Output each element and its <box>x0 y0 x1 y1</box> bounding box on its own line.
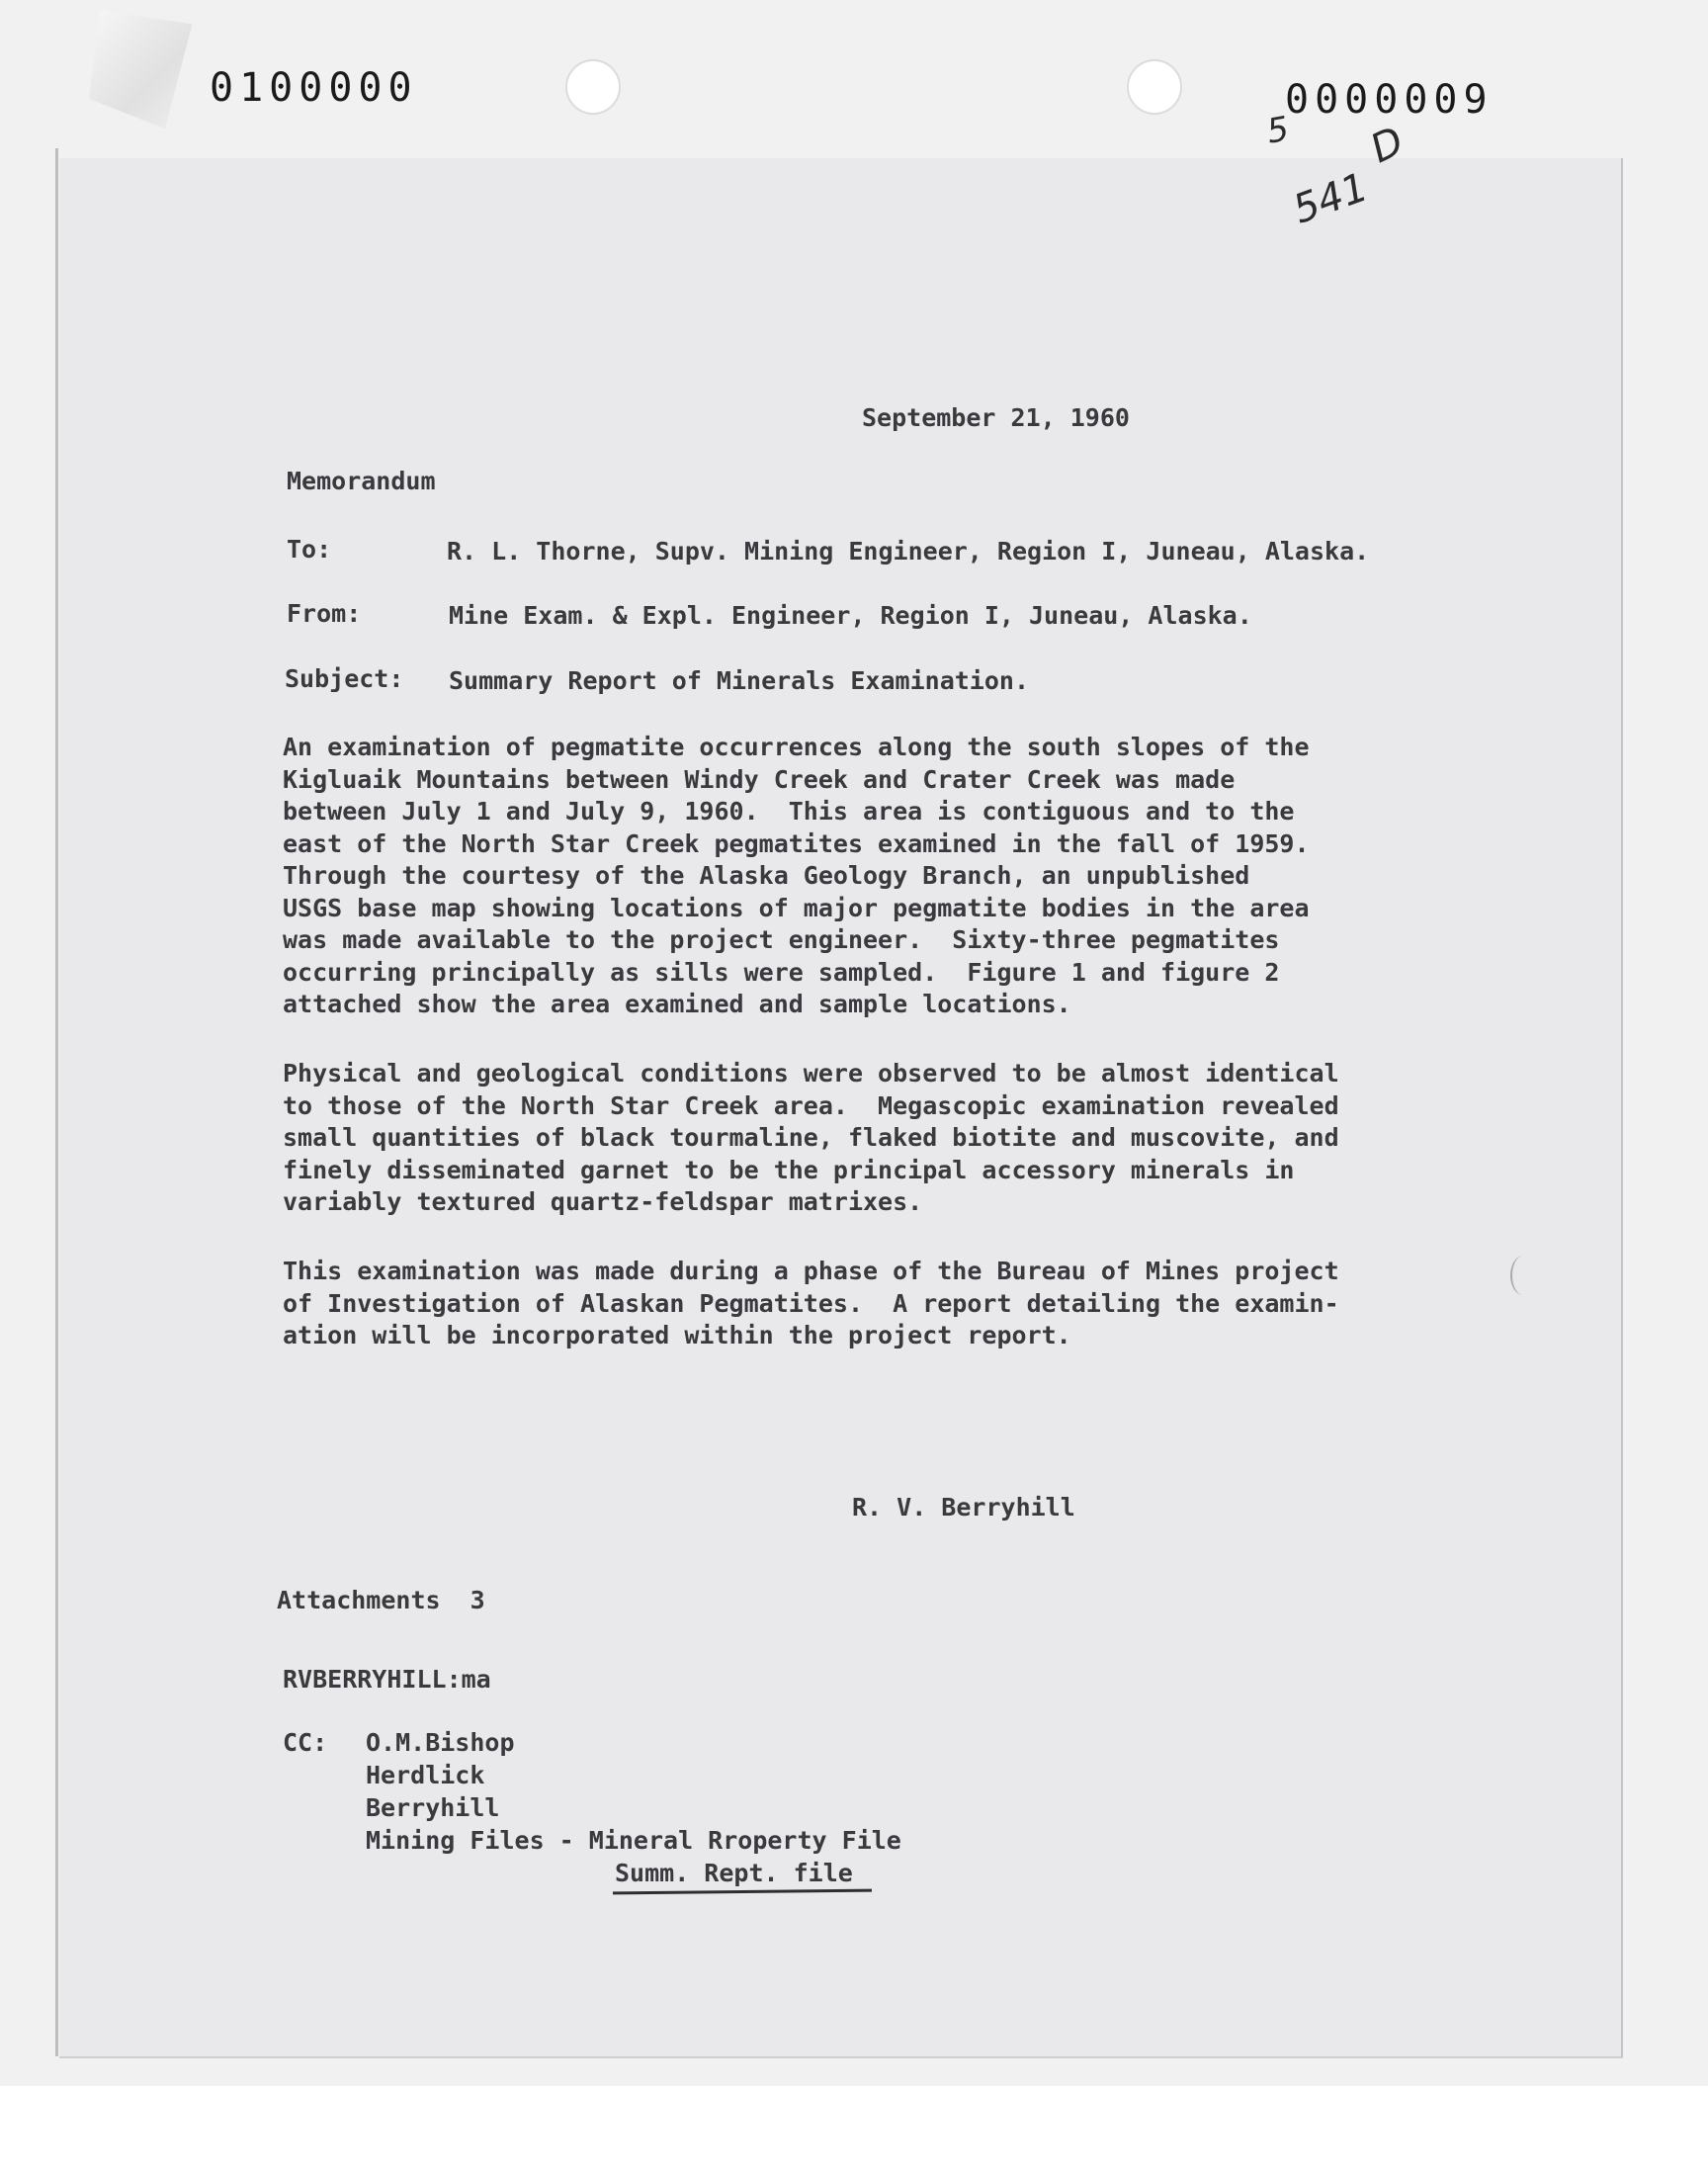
typist-initials: RVBERRYHILL:ma <box>283 1665 491 1694</box>
text-line: finely disseminated garnet to be the principal accessory minerals in <box>283 1155 1295 1184</box>
cc-file: Summ. Rept. file <box>615 1859 853 1887</box>
signature: R. V. Berryhill <box>852 1493 1075 1522</box>
text-line: occurring principally as sills were sampled. Figure 1 and figure 2 <box>283 957 1280 987</box>
document-number-left: 0100000 <box>210 65 418 111</box>
text-line: Kigluaik Mountains between Windy Creek and Crater Creek was made <box>283 764 1236 794</box>
text-line: of Investigation of Alaskan Pegmatites. A report detailing the examin- <box>283 1288 1339 1318</box>
cc-label: CC: <box>283 1728 328 1757</box>
document-number-right: 0000009 <box>1285 77 1494 123</box>
text-line: between July 1 and July 9, 1960. This area is contiguous and to the <box>283 797 1295 826</box>
paper-edge <box>55 148 58 2056</box>
subject-value: Summary Report of Minerals Examination. <box>449 666 1029 695</box>
cc-recipient: Berryhill <box>366 1793 500 1822</box>
body-paragraph-2 <box>283 1058 1459 1219</box>
page-crease <box>1510 1256 1536 1295</box>
cc-recipient: Herdlick <box>366 1761 485 1789</box>
text-line: Physical and geological conditions were observed to be almost identical <box>283 1059 1339 1088</box>
handwritten-code: 541 <box>1287 164 1374 233</box>
text-line: variably textured quartz-feldspar matrixes. <box>283 1187 923 1216</box>
punch-hole <box>1127 59 1182 115</box>
subject-label: Subject: <box>285 664 404 693</box>
text-line: attached show the area examined and sample locations. <box>283 990 1071 1018</box>
memo-date: September 21, 1960 <box>862 403 1130 432</box>
handwritten-mark: D <box>1363 118 1411 173</box>
text-line: USGS base map showing locations of major pegmatite bodies in the area <box>283 893 1310 922</box>
cc-recipient: Mining Files - Mineral Rroperty File <box>366 1826 901 1855</box>
to-value: R. L. Thorne, Supv. Mining Engineer, Region I, Juneau, Alaska. <box>447 537 1370 566</box>
text-line: This examination was made during a phase of the Bureau of Mines project <box>283 1257 1339 1285</box>
text-line: ation will be incorporated within the project report. <box>283 1321 1071 1349</box>
from-value: Mine Exam. & Expl. Engineer, Region I, Juneau, Alaska. <box>449 601 1252 630</box>
body-paragraph-1 <box>283 732 1459 1021</box>
text-line: was made available to the project engineer. Sixty-three pegmatites <box>283 925 1280 954</box>
memo-heading: Memorandum <box>287 467 436 495</box>
text-line: to those of the North Star Creek area. Megascopic examination revealed <box>283 1090 1339 1120</box>
text-line: east of the North Star Creek pegmatites examined in the fall of 1959. <box>283 828 1310 858</box>
cc-recipient: O.M.Bishop <box>366 1728 515 1757</box>
body-paragraph-3 <box>283 1256 1459 1352</box>
handwritten-number: 5 <box>1263 109 1292 152</box>
to-label: To: <box>287 535 332 564</box>
punch-hole <box>565 59 621 115</box>
text-line: small quantities of black tourmaline, flaked biotite and muscovite, and <box>283 1123 1339 1152</box>
text-line: An examination of pegmatite occurrences along the south slopes of the <box>283 733 1310 761</box>
from-label: From: <box>287 599 362 628</box>
text-line: Through the courtesy of the Alaska Geology Branch, an unpublished <box>283 861 1250 890</box>
attachments-count: Attachments 3 <box>277 1586 485 1614</box>
